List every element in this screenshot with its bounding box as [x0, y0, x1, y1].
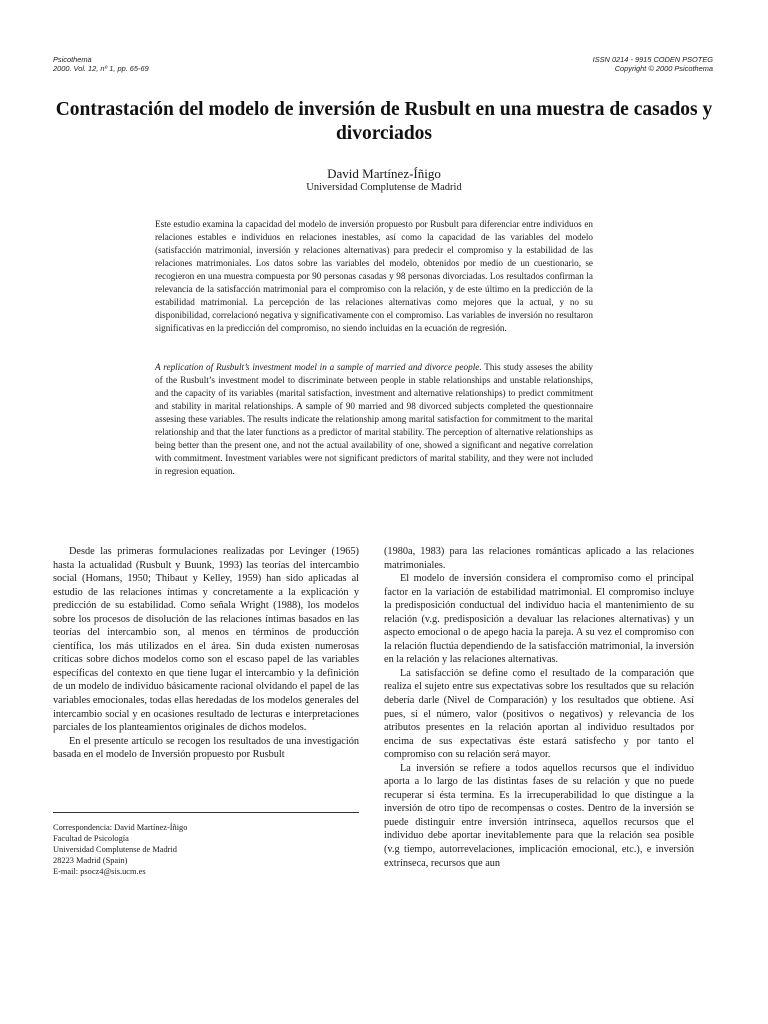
paragraph: Desde las primeras formulaciones realizadas por Levinger (1965) hasta la actualidad (Rusbult y Buunk, 1993) las teorías del intercambio social (Homans, 1950; Thibaut y Kelley, 1959) han sido aplicadas al estudio de las relaciones íntimas y concretamente a la explicación y predicción de su estabilidad. Como señala Wright (1988), los modelos sobre los procesos de disolución de las relaciones íntimas basados en las teorías del intercambio son, al menos en términos de producción científica, los más utilizados en el área. Sin duda existen numerosas críticas sobre dichos modelos como son el escaso papel de las variables específicas del contexto en que tiene lugar el intercambio y la definición de un modelo de individuo básicamente racional olvidando el papel de las variables emocionales, todas ellas heredadas de los modelos generales del intercambio social y en ocasiones resultado de lecturas e interpretaciones parciales de los planteamientos originales de dichos modelos. [53, 546, 359, 734]
paragraph: En el presente artículo se recogen los resultados de una investigación basada en el modelo de Inversión propuesto por Rusbult [53, 735, 359, 761]
abstract-english-body: This study asseses the ability of the Rusbult’s investment model to discriminate between people in stable relationships and unstable relationships, and the capacity of its variables (marital satisfaction, investment and alternative relationships) to predict commitment and stability in marital relationships. A sample of 90 married and 98 divorced subjects completed the questionnaire assesing these variables. The results indicate the relationship among marital satisfaction for commitment to the marital relationship and that the later functions as a predictor of marital stability. The perception of alternative relationships as being better than the present one, and not the actual availability of one, showed a significant and negative correlation with commitment. Investment variables were not significant predictors of marital stability, and they were not included in regresion equation. [155, 362, 593, 477]
body-column-left [53, 545, 359, 762]
journal-header [53, 55, 149, 73]
abstract-spanish: Este estudio examina la capacidad del modelo de inversión propuesto por Rusbult para diferenciar entre individuos en relaciones estables e individuos en relaciones inestables, así como la capacidad de las variables del modelo (satisfacción matrimonial, inversión y relaciones alternativas) para predecir el compromiso y la estabilidad de las relaciones matrimoniales. Los datos sobre las variables del modelo, obtenidos por medio de un cuestionario, se recogieron en una muestra compuesta por 90 personas casadas y 98 personas divorciadas. Los resultados confirman la relevancia de la satisfacción matrimonial para el compromiso con la relación, y de este último en la predicción de la estabilidad matrimonial. La percepción de las relaciones alternativas como mejores que la actual, y no su disponibilidad, correlacionó negativa y significativamente con el compromiso. Las variables de inversión no resultaron significativas en la predicción del compromiso, no siendo incluidas en la ecuación de regresión. [155, 219, 593, 334]
correspondence-line: Universidad Complutense de Madrid [53, 844, 177, 854]
correspondence-line: 28223 Madrid (Spain) [53, 855, 128, 865]
paper-title: Contrastación del modelo de inversión de Rusbult en una muestra de casados y divorciados [55, 99, 713, 144]
copyright: Copyright © 2000 Psicothema [614, 64, 713, 73]
correspondence-footnote [53, 823, 359, 878]
correspondence-line: Facultad de Psicología [53, 833, 129, 843]
paragraph: (1980a, 1983) para las relaciones románticas aplicado a las relaciones matrimoniales. [384, 546, 694, 571]
author-name: David Martínez-Íñigo [327, 166, 441, 181]
correspondence-line: Correspondencia: David Martínez-Íñigo [53, 823, 188, 832]
author-affiliation: Universidad Complutense de Madrid [306, 182, 462, 193]
abstract-english-title: A replication of Rusbult’s investment model in a sample of married and divorce people. [155, 362, 482, 372]
paragraph: El modelo de inversión considera el compromiso como el principal factor en la variación de estabilidad matrimonial. El compromiso incluye la predisposición conductual del individuo hacia el mantenimiento de su relación (v.g. predisposición a devaluar las relaciones alternativas) y un aspecto emocional o de apego hacia la pareja. A su vez el compromiso con la relación fluctúa dependiendo de la satisfacción matrimonial, la inversión en la relación y las relaciones alternativas. [384, 573, 694, 666]
issn-header [593, 55, 713, 73]
body-column-right [384, 545, 694, 870]
paragraph: La inversión se refiere a todos aquellos recursos que el individuo aporta a lo largo de las distintas fases de su relación y que no puede recuperar si ésta termina. Es la irrecuperabilidad lo que distingue a la inversión de otro tipo de recompensas o costes. Dentro de la inversión se puede distinguir entre inversión intrínseca, aquellos recursos que el individuo debe aportar inevitablemente para que la relación sea posible (v.g tiempo, autorrevelaciones, implicación emocional, etc.), e inversión extrínseca, recursos que aun [384, 762, 694, 869]
journal-volume: 2000. Vol. 12, nº 1, pp. 65-69 [53, 64, 149, 73]
journal-name: Psicothema [53, 55, 92, 64]
paragraph: La satisfacción se define como el resultado de la comparación que realiza el sujeto entre sus expectativas sobre los resultados que su relación debería darle (Nivel de Comparación) y los resultados que obtiene. Así pues, si el número, valor (positivos o negativos) y relevancia de los atributos presentes en la relación aportan al individuo resultados por encima de sus expectativas éste estará satisfecho y por tanto el compromiso con su relación será mayor. [384, 667, 694, 761]
correspondence-email[interactable]: E-mail: psocz4@sis.ucm.es [53, 866, 146, 876]
footnote-divider [53, 812, 359, 813]
abstract-english [155, 361, 593, 478]
issn: ISSN 0214 - 9915 CODEN PSOTEG [592, 55, 713, 64]
